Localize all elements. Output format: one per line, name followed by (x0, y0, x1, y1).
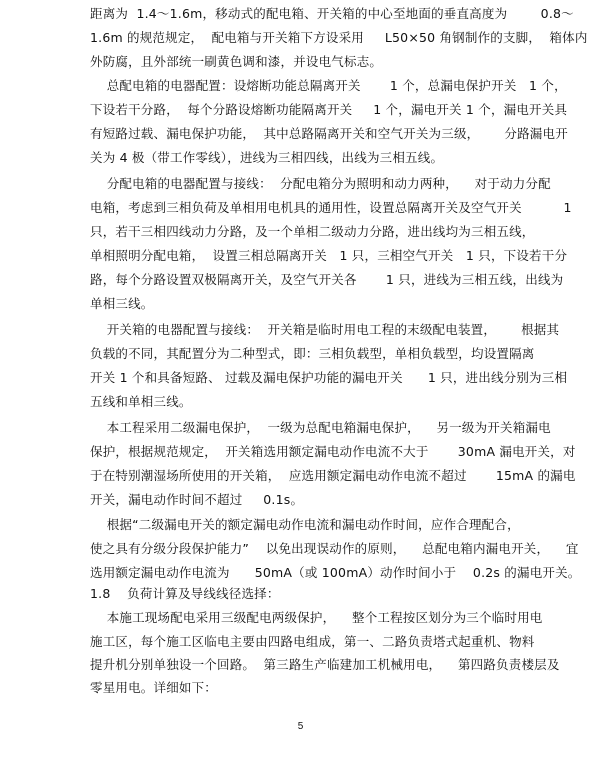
text-line: 1.8 负荷计算及导线线径选择： (90, 586, 280, 601)
text-line: 关为 4 极（带工作零线），进线为三相四线，出线为三相五线。 (90, 150, 444, 165)
text-line: 开关 1 个和具备短路、 过载及漏电保护功能的漏电开关 1 只，进出线分别为三相 (90, 370, 568, 385)
text-line: 路，每个分路设置双极隔离开关，及空气开关各 1 只，进线为三相五线，出线为 (90, 272, 564, 287)
text-line: 开关，漏电动作时间不超过 0.1s。 (90, 492, 304, 507)
page-number: 5 (297, 721, 304, 732)
text-line: 负载的不同，其配置分为二种型式，即：三相负载型，单相负载型，均设置隔离 (90, 346, 535, 361)
text-line: 使之具有分级分段保护能力” 以免出现误动作的原则， 总配电箱内漏电开关， 宜 (90, 541, 579, 556)
text-line: 总配电箱的电器配置：设熔断功能总隔离开关 1 个，总漏电保护开关 1 个， (90, 78, 567, 93)
text-line: 有短路过载、漏电保护功能， 其中总路隔离开关和空气开关为三级， 分路漏电开 (90, 126, 568, 141)
text-line: 下设若干分路， 每个分路设熔断功能隔离开关 1 个，漏电开关 1 个，漏电开关具 (90, 102, 568, 117)
text-line: 本施工现场配电采用三级配电两级保护， 整个工程按区划分为三个临时用电 (90, 610, 543, 625)
text-line: 只，若干三相四线动力分路，及一个单相二级动力分路，进出线均为三相五线， (90, 224, 535, 239)
text-line: 选用额定漏电动作电流为 50mA（或 100mA）动作时间小于 0.2s 的漏电开关。 (90, 565, 581, 580)
text-line: 分配电箱的电器配置与接线： 分配电箱分为照明和动力两种， 对于动力分配 (90, 176, 551, 191)
text-line: 五线和单相三线。 (90, 394, 192, 409)
text-line: 开关箱的电器配置与接线： 开关箱是临时用电工程的末级配电装置， 根据其 (90, 322, 560, 337)
text-line: 根据“二级漏电开关的额定漏电动作电流和漏电动作时间，应作合理配合， (90, 517, 520, 532)
text-line: 于在特别潮湿场所使用的开关箱， 应选用额定漏电动作电流不超过 15mA 的漏电 (90, 468, 576, 483)
text-line: 提升机分别单独设一个回路。 第三路生产临建加工机械用电， 第四路负责楼层及 (90, 657, 560, 672)
text-line: 施工区，每个施工区临电主要由四路电组成，第一、二路负责塔式起重机、物料 (90, 634, 535, 649)
text-line: 1.6m 的规范规定， 配电箱与开关箱下方设采用 L50×50 角钢制作的支脚， 箱体内 (90, 30, 588, 45)
text-line: 电箱，考虑到三相负荷及单相用电机具的通用性，设置总隔离开关及空气开关 1 (90, 200, 572, 215)
text-line: 零星用电。详细如下： (90, 680, 218, 695)
text-line: 单相三线。 (90, 296, 154, 311)
text-line: 保护，根据规范规定， 开关箱选用额定漏电动作电流不大于 30mA 漏电开关，对 (90, 444, 576, 459)
text-line: 外防腐，且外部统一刷黄色调和漆，并设电气标志。 (90, 54, 383, 69)
text-line: 本工程采用二级漏电保护， 一级为总配电箱漏电保护， 另一级为开关箱漏电 (90, 420, 551, 435)
text-line: 单相照明分配电箱， 设置三相总隔离开关 1 只，三相空气开关 1 只，下设若干分 (90, 248, 568, 263)
text-line: 距离为 1.4～1.6m，移动式的配电箱、开关箱的中心至地面的垂直高度为 0.8～ (90, 6, 574, 21)
